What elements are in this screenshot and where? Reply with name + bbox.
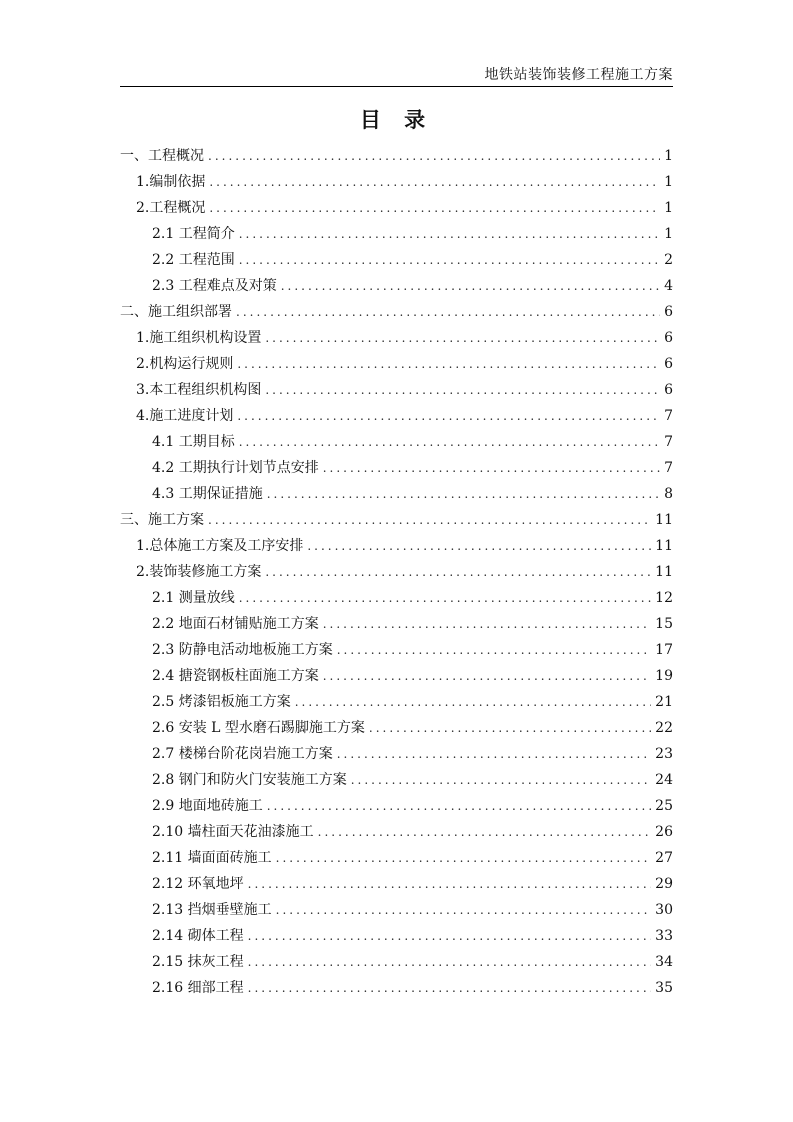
toc-entry-page-number: 2 xyxy=(664,252,673,268)
toc-dot-leader xyxy=(267,481,660,507)
toc-entry-label: 2.14 砌体工程 xyxy=(152,928,244,944)
toc-entry-label: 2.机构运行规则 xyxy=(136,356,234,372)
toc-entry-page-number: 6 xyxy=(664,304,673,320)
toc-entry[interactable] xyxy=(120,221,673,247)
toc-dot-leader xyxy=(208,143,660,169)
toc-entry-page-number: 4 xyxy=(664,278,673,294)
toc-dot-leader xyxy=(276,897,652,923)
toc-entry[interactable] xyxy=(120,767,673,793)
toc-entry[interactable] xyxy=(120,195,673,221)
toc-entry-page-number: 1 xyxy=(664,174,673,190)
toc-entry[interactable] xyxy=(120,377,673,403)
toc-dot-leader xyxy=(369,715,651,741)
toc-entry-label: 2.4 搪瓷钢板柱面施工方案 xyxy=(152,668,319,684)
running-header-title: 地铁站装饰装修工程施工方案 xyxy=(484,67,673,83)
toc-dot-leader xyxy=(323,663,651,689)
toc-entry-label: 2.12 环氧地坪 xyxy=(152,876,244,892)
toc-entry-page-number: 1 xyxy=(664,226,673,242)
toc-entry-page-number: 7 xyxy=(664,408,673,424)
toc-dot-leader xyxy=(248,923,652,949)
toc-entry-page-number: 21 xyxy=(655,694,673,710)
toc-title: 目 录 xyxy=(359,107,434,132)
toc-entry[interactable] xyxy=(120,741,673,767)
toc-entry-page-number: 11 xyxy=(655,512,673,528)
toc-entry-page-number: 22 xyxy=(655,720,673,736)
toc-dot-leader xyxy=(276,845,652,871)
toc-dot-leader xyxy=(239,585,651,611)
toc-entry-page-number: 34 xyxy=(655,954,673,970)
toc-entry-page-number: 11 xyxy=(655,538,673,554)
header-rule xyxy=(120,86,673,87)
toc-entry[interactable] xyxy=(120,533,673,559)
toc-entry-label: 三、施工方案 xyxy=(120,512,204,528)
toc-entry-page-number: 7 xyxy=(664,460,673,476)
toc-dot-leader xyxy=(265,377,660,403)
toc-entry-label: 2.2 工程范围 xyxy=(152,252,235,268)
toc-entry-page-number: 17 xyxy=(655,642,673,658)
toc-entry-page-number: 35 xyxy=(655,980,673,996)
toc-entry-label: 一、工程概况 xyxy=(120,148,204,164)
toc-entry-page-number: 1 xyxy=(664,148,673,164)
toc-entry-label: 3.本工程组织机构图 xyxy=(136,382,262,398)
toc-dot-leader xyxy=(209,195,660,221)
toc-entry-label: 1.总体施工方案及工序安排 xyxy=(136,538,304,554)
toc-entry-label: 二、施工组织部署 xyxy=(120,304,232,320)
toc-dot-leader xyxy=(239,247,660,273)
toc-entry-page-number: 6 xyxy=(664,382,673,398)
toc-entry[interactable] xyxy=(120,923,673,949)
toc-entry-label: 1.施工组织机构设置 xyxy=(136,330,262,346)
toc-dot-leader xyxy=(265,559,651,585)
toc-entry[interactable] xyxy=(120,689,673,715)
toc-entry-label: 2.3 防静电活动地板施工方案 xyxy=(152,642,333,658)
toc-dot-leader xyxy=(323,455,660,481)
toc-entry-label: 4.3 工期保证措施 xyxy=(152,486,263,502)
toc-entry-page-number: 19 xyxy=(655,668,673,684)
toc-dot-leader xyxy=(265,325,660,351)
toc-entry-page-number: 11 xyxy=(655,564,673,580)
toc-dot-leader xyxy=(239,429,660,455)
toc-entry-label: 4.1 工期目标 xyxy=(152,434,235,450)
toc-entry-label: 2.5 烤漆铝板施工方案 xyxy=(152,694,291,710)
toc-dot-leader xyxy=(237,403,660,429)
toc-entry[interactable] xyxy=(120,663,673,689)
toc-entry[interactable] xyxy=(120,611,673,637)
toc-entry[interactable] xyxy=(120,403,673,429)
toc-entry-label: 2.工程概况 xyxy=(136,200,206,216)
toc-entry-label: 2.3 工程难点及对策 xyxy=(152,278,277,294)
toc-dot-leader xyxy=(351,767,651,793)
toc-entry[interactable] xyxy=(120,845,673,871)
toc-entry-label: 2.13 挡烟垂壁施工 xyxy=(152,902,272,918)
toc-entry[interactable] xyxy=(120,143,673,169)
toc-entry[interactable] xyxy=(120,715,673,741)
toc-entry[interactable] xyxy=(120,247,673,273)
toc-entry-page-number: 27 xyxy=(655,850,673,866)
toc-dot-leader xyxy=(318,819,652,845)
toc-dot-leader xyxy=(323,611,651,637)
toc-entry-label: 2.11 墙面面砖施工 xyxy=(152,850,272,866)
toc-entry-page-number: 30 xyxy=(655,902,673,918)
toc-dot-leader xyxy=(248,871,652,897)
toc-dot-leader xyxy=(248,975,652,1001)
toc-entry-page-number: 29 xyxy=(655,876,673,892)
toc-entry-label: 4.施工进度计划 xyxy=(136,408,234,424)
toc-entry-label: 2.15 抹灰工程 xyxy=(152,954,244,970)
toc-entry-label: 2.8 钢门和防火门安装施工方案 xyxy=(152,772,347,788)
toc-dot-leader xyxy=(209,169,660,195)
toc-entry-label: 1.编制依据 xyxy=(136,174,206,190)
toc-entry[interactable] xyxy=(120,299,673,325)
toc-entry[interactable] xyxy=(120,429,673,455)
toc-entry-label: 2.装饰装修施工方案 xyxy=(136,564,262,580)
toc-entry-page-number: 7 xyxy=(664,434,673,450)
toc-entry-label: 2.1 工程简介 xyxy=(152,226,235,242)
toc-entry-page-number: 12 xyxy=(655,590,673,606)
toc-entry-page-number: 26 xyxy=(655,824,673,840)
toc-entry-label: 2.1 测量放线 xyxy=(152,590,235,606)
toc-entry[interactable] xyxy=(120,897,673,923)
toc-entry-page-number: 24 xyxy=(655,772,673,788)
toc-entry[interactable] xyxy=(120,559,673,585)
toc-dot-leader xyxy=(337,637,651,663)
toc-entry-label: 2.7 楼梯台阶花岗岩施工方案 xyxy=(152,746,333,762)
toc-entry-label: 2.6 安装 L 型水磨石踢脚施工方案 xyxy=(152,720,365,736)
toc-entry-page-number: 23 xyxy=(655,746,673,762)
toc-entry[interactable] xyxy=(120,975,673,1001)
toc-entry[interactable] xyxy=(120,325,673,351)
toc-dot-leader xyxy=(208,507,651,533)
toc-entry[interactable] xyxy=(120,169,673,195)
toc-entry-page-number: 8 xyxy=(664,486,673,502)
toc-entry-label: 4.2 工期执行计划节点安排 xyxy=(152,460,319,476)
toc-entry[interactable] xyxy=(120,455,673,481)
toc-entry-page-number: 25 xyxy=(655,798,673,814)
toc-dot-leader xyxy=(237,351,660,377)
toc-entry[interactable] xyxy=(120,871,673,897)
toc-entry[interactable] xyxy=(120,793,673,819)
toc-entry[interactable] xyxy=(120,481,673,507)
toc-dot-leader xyxy=(267,793,651,819)
toc-dot-leader xyxy=(281,273,660,299)
toc-dot-leader xyxy=(295,689,651,715)
toc-entry[interactable] xyxy=(120,507,673,533)
toc-dot-leader xyxy=(248,949,652,975)
toc-dot-leader xyxy=(239,221,660,247)
toc-entry-page-number: 15 xyxy=(655,616,673,632)
toc-entry[interactable] xyxy=(120,819,673,845)
toc-entry[interactable] xyxy=(120,351,673,377)
toc-entry-label: 2.9 地面地砖施工 xyxy=(152,798,263,814)
table-of-contents xyxy=(120,143,673,1001)
toc-entry-label: 2.10 墙柱面天花油漆施工 xyxy=(152,824,314,840)
toc-entry-label: 2.2 地面石材铺贴施工方案 xyxy=(152,616,319,632)
toc-entry[interactable] xyxy=(120,273,673,299)
toc-dot-leader xyxy=(236,299,660,325)
toc-entry[interactable] xyxy=(120,949,673,975)
toc-entry[interactable] xyxy=(120,585,673,611)
toc-entry-label: 2.16 细部工程 xyxy=(152,980,244,996)
toc-entry-page-number: 33 xyxy=(655,928,673,944)
toc-entry-page-number: 6 xyxy=(664,330,673,346)
toc-dot-leader xyxy=(307,533,651,559)
toc-entry[interactable] xyxy=(120,637,673,663)
toc-entry-page-number: 6 xyxy=(664,356,673,372)
toc-dot-leader xyxy=(337,741,651,767)
toc-entry-page-number: 1 xyxy=(664,200,673,216)
